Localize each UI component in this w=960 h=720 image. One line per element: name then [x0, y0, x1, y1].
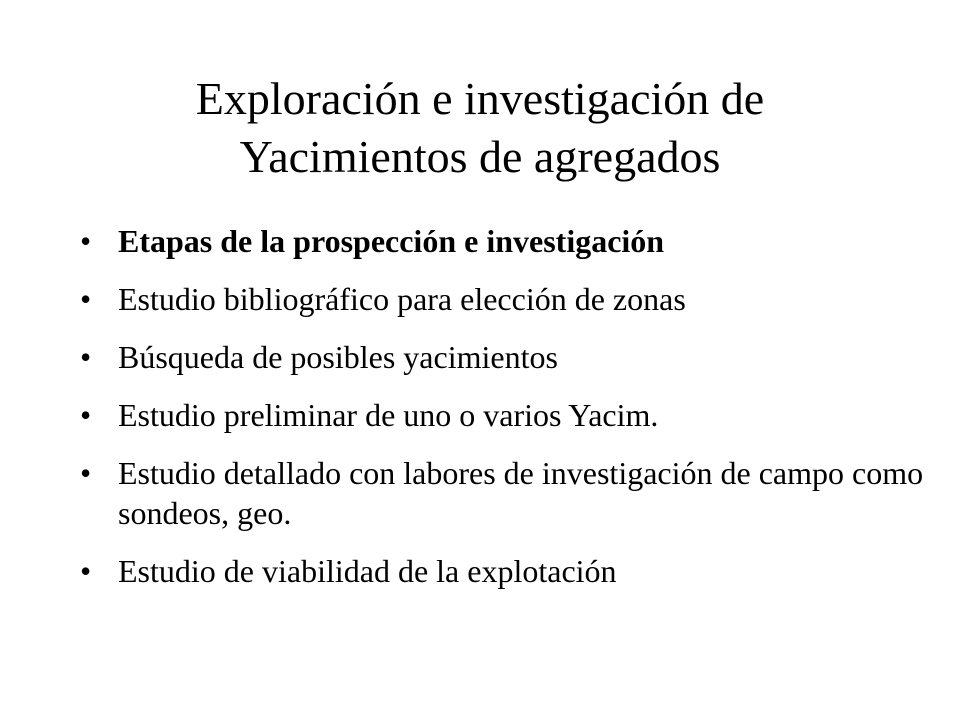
bullet-text: Estudio bibliográfico para elección de zonas — [118, 281, 686, 317]
title-line-2: Yacimientos de agregados — [239, 131, 721, 182]
bullet-text: Etapas de la prospección e investigación — [118, 223, 665, 259]
bullet-dot-icon: • — [80, 281, 92, 317]
bullet-item-feasibility-study — [80, 551, 940, 591]
bullet-list — [80, 221, 940, 609]
bullet-text: Estudio de viabilidad de la explotación — [118, 553, 617, 589]
bullet-text: Estudio detallado con labores de investigación de campo como sondeos, geo. — [118, 455, 924, 531]
bullet-item-preliminary-study — [80, 395, 940, 435]
bullet-text: Estudio preliminar de uno o varios Yacim. — [118, 397, 659, 433]
bullet-item-stages — [80, 221, 940, 261]
bullet-item-search-deposits — [80, 337, 940, 377]
bullet-item-bibliographic-study — [80, 279, 940, 319]
slide-title — [0, 70, 960, 186]
bullet-text: Búsqueda de posibles yacimientos — [118, 339, 558, 375]
bullet-dot-icon: • — [80, 553, 92, 589]
title-line-1: Exploración e investigación de — [195, 73, 765, 124]
bullet-dot-icon: • — [80, 339, 92, 375]
bullet-dot-icon: • — [80, 455, 92, 491]
bullet-item-detailed-study — [80, 453, 940, 533]
bullet-dot-icon: • — [80, 223, 92, 259]
bullet-dot-icon: • — [80, 397, 92, 433]
